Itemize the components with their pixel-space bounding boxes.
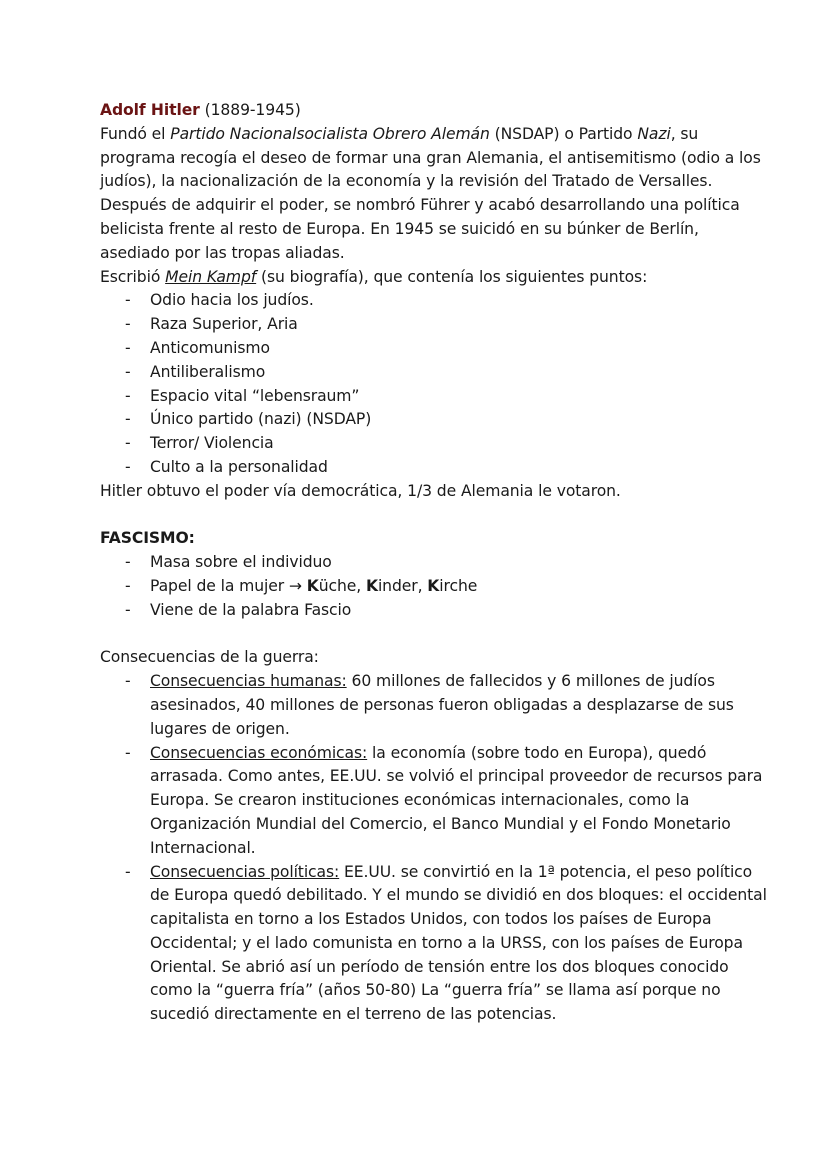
consequence-label: Consecuencias políticas: — [150, 862, 340, 881]
consequence-text: la economía (sobre todo en Europa), quedó arrasada. Como antes, EE.UU. se volvió el principal proveedor de recursos para Europa. Se crearon instituciones económicas internacionales, como la Organización Mundial del Comercio, el Banco Mundial y el Fondo Monetario Internacional. — [150, 743, 763, 857]
consecuencias-list — [100, 670, 768, 1027]
k-rest: irche — [439, 576, 478, 595]
list-item: - Viene de la palabra Fascio — [100, 599, 768, 623]
list-item: - Anticomunismo — [100, 337, 768, 361]
bio-text-3: , su programa recogía el deseo de formar una gran Alemania, el antisemitismo (odio a los judíos), la nacionalización de la economía y la revisión del Tratado de Versalles. Después de adquirir el poder, se nombró Führer y acabó desarrollando una política belicista frente al resto de Europa. En 1945 se suicidó en su búnker de Berlín, asediado por las tropas aliadas. — [100, 124, 761, 262]
list-item: - Único partido (nazi) (NSDAP) — [100, 408, 768, 432]
consequence-text: 60 millones de fallecidos y 6 millones de judíos asesinados, 40 millones de personas fueron obligadas a desplazarse de sus lugares de origen. — [150, 672, 734, 738]
k-rest: inder, — [377, 576, 428, 595]
bio-text-1: Fundó el — [100, 124, 171, 143]
bio-text-2: (NSDAP) o Partido — [489, 124, 638, 143]
book-title: Mein Kampf — [165, 267, 257, 286]
book-intro — [100, 266, 768, 290]
k-initial: K — [365, 576, 378, 595]
list-item — [100, 575, 768, 599]
list-item — [100, 861, 768, 1028]
list-item: - Raza Superior, Aria — [100, 313, 768, 337]
kkk-prefix: Papel de la mujer → — [150, 576, 307, 595]
hitler-years: (1889-1945) — [204, 101, 301, 119]
list-item — [100, 742, 768, 861]
consecuencias-heading: Consecuencias de la guerra: — [100, 648, 319, 667]
hitler-points-list — [100, 289, 768, 479]
k-rest: üche, — [318, 576, 366, 595]
spacer — [100, 623, 768, 647]
list-item: - Masa sobre el individuo — [100, 551, 768, 575]
book-intro-a: Escribió — [100, 267, 166, 286]
list-item: - Culto a la personalidad — [100, 456, 768, 480]
k-initial: K — [427, 576, 440, 595]
list-item: - Terror/ Violencia — [100, 432, 768, 456]
hitler-heading — [100, 99, 768, 123]
consequence-text: EE.UU. se convirtió en la 1ª potencia, el peso político de Europa quedó debilitado. Y el mundo se dividió en dos bloques: el occidental capitalista en torno a los Estados Unidos, con todos los países de Europa Occidental; y el lado comunista en torno a la URSS, con los países de Europa Oriental. Se abrió así un período de tensión entre los dos bloques conocido como la “guerra fría” (años 50-80) La “guerra fría” se llama así porque no sucedió directamente en el terreno de las potencias. — [150, 862, 767, 1024]
list-item — [100, 670, 768, 741]
fascismo-heading: FASCISMO: — [100, 529, 195, 548]
nazi-word: Nazi — [637, 124, 671, 143]
k-initial: K — [306, 576, 319, 595]
consequence-label: Consecuencias económicas: — [150, 743, 368, 762]
party-name: Partido Nacionalsocialista Obrero Alemán — [170, 124, 490, 143]
hitler-closing: Hitler obtuvo el poder vía democrática, 1/3 de Alemania le votaron. — [100, 481, 621, 500]
list-item: - Odio hacia los judíos. — [100, 289, 768, 313]
consequence-label: Consecuencias humanas: — [150, 672, 347, 691]
hitler-name: Adolf Hitler — [100, 101, 200, 119]
book-intro-b: (su biografía), que contenía los siguientes puntos: — [256, 267, 648, 286]
list-item: - Espacio vital “lebensraum” — [100, 385, 768, 409]
spacer — [100, 504, 768, 528]
list-item: - Antiliberalismo — [100, 361, 768, 385]
fascismo-list — [100, 551, 768, 622]
hitler-bio — [100, 123, 768, 266]
